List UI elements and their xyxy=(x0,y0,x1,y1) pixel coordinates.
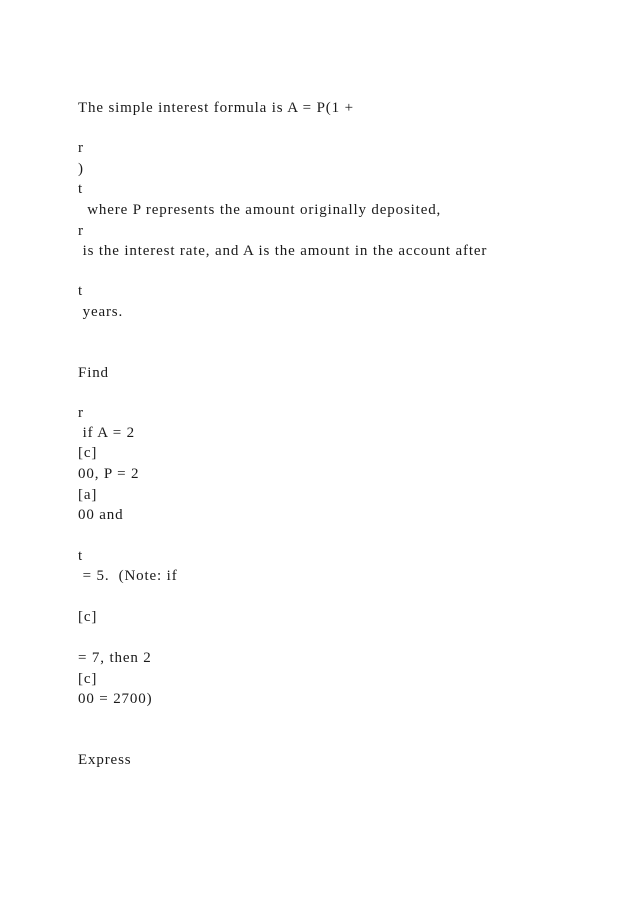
variable-t-line: t xyxy=(78,181,84,197)
placeholder-a-line: [a] xyxy=(78,487,98,503)
variable-r-line: r xyxy=(78,405,84,421)
closing-paren-line: ) xyxy=(78,161,84,177)
condition-a-line: if A = 2 xyxy=(78,425,135,441)
express-line: Express xyxy=(78,752,132,768)
condition-t-note-line: = 5. (Note: if xyxy=(78,568,178,584)
condition-and-line: 00 and xyxy=(78,507,124,523)
years-line: years. xyxy=(78,304,124,320)
variable-t-line: t xyxy=(78,548,84,564)
variable-r-line: r xyxy=(78,140,84,156)
variable-t-line: t xyxy=(78,283,84,299)
note-example-line: = 7, then 2 xyxy=(78,650,152,666)
placeholder-c-line: [c] xyxy=(78,609,98,625)
note-result-line: 00 = 2700) xyxy=(78,691,153,707)
find-line: Find xyxy=(78,365,109,381)
placeholder-c-line: [c] xyxy=(78,671,98,687)
condition-p-line: 00, P = 2 xyxy=(78,466,140,482)
definition-p-line: where P represents the amount originally deposited, xyxy=(78,202,442,218)
definition-r-a-line: is the interest rate, and A is the amount in the account after xyxy=(78,243,488,259)
variable-r-line: r xyxy=(78,223,84,239)
placeholder-c-line: [c] xyxy=(78,445,98,461)
formula-intro-line: The simple interest formula is A = P(1 + xyxy=(78,100,354,116)
